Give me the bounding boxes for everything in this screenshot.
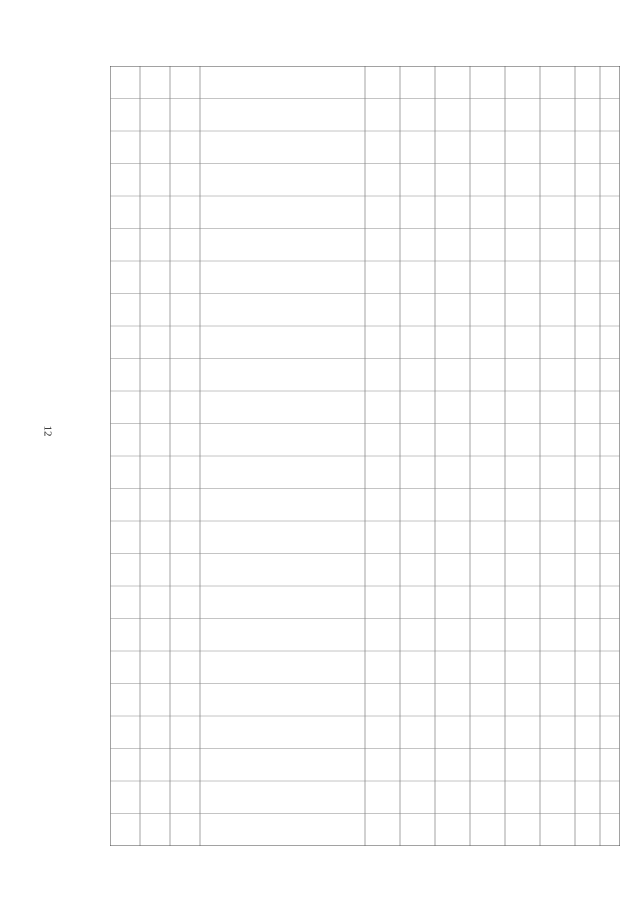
document-table [110,66,620,846]
table-grid [110,66,620,846]
page-number: 12 [41,425,54,437]
